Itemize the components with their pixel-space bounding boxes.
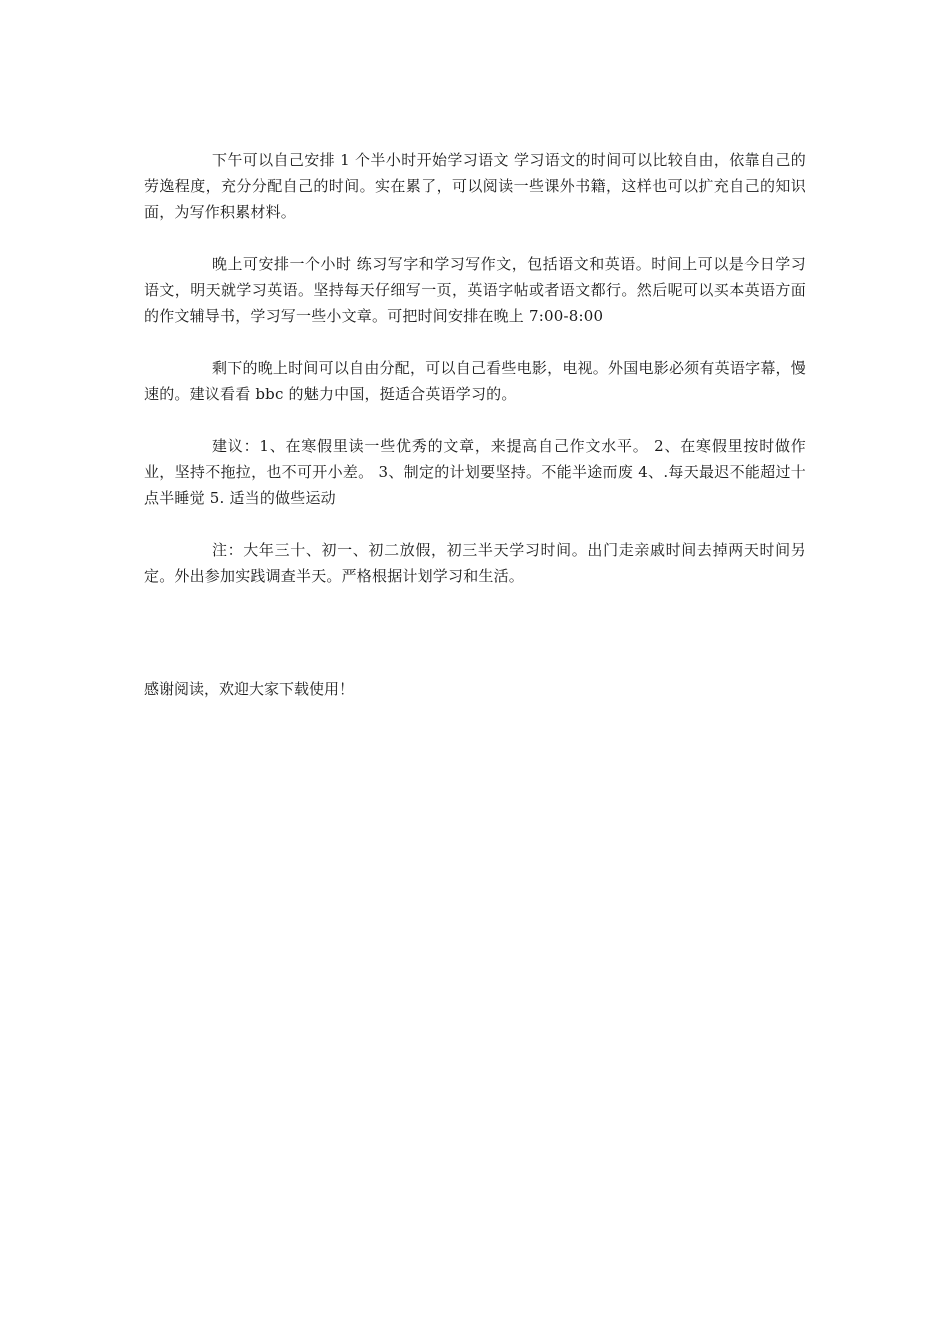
- paragraph-afternoon-chinese: 下午可以自己安排 1 个半小时开始学习语文 学习语文的时间可以比较自由，依靠自己的劳逸程度，充分分配自己的时间。实在累了，可以阅读一些课外书籍，这样也可以扩充自己的知识面，为写作积累材料。: [144, 151, 806, 221]
- paragraph-evening-writing: 晚上可安排一个小时 练习写字和学习写作文，包括语文和英语。时间上可以是今日学习语文，明天就学习英语。坚持每天仔细写一页，英语字帖或者语文都行。然后呢可以买本英语方面的作文辅导书，学习写一些小文章。可把时间安排在晚上 7:00-8:00: [144, 255, 806, 325]
- document-body: [144, 147, 806, 615]
- paragraph-suggestions: 建议：1、在寒假里读一些优秀的文章，来提高自己作文水平。 2、在寒假里按时做作业，坚持不拖拉，也不可开小差。 3、制定的计划要坚持。不能半途而废 4、.每天最迟不能超过十点半睡觉 5. 适当的做些运动: [144, 437, 806, 507]
- paragraph-note: 注：大年三十、初一、初二放假，初三半天学习时间。出门走亲戚时间去掉两天时间另定。外出参加实践调查半天。严格根据计划学习和生活。: [144, 541, 806, 585]
- closing-text: 感谢阅读，欢迎大家下载使用！: [144, 680, 355, 698]
- paragraph-free-evening: 剩下的晚上时间可以自由分配，可以自己看些电影，电视。外国电影必须有英语字幕，慢速的。建议看看 bbc 的魅力中国，挺适合英语学习的。: [144, 359, 806, 403]
